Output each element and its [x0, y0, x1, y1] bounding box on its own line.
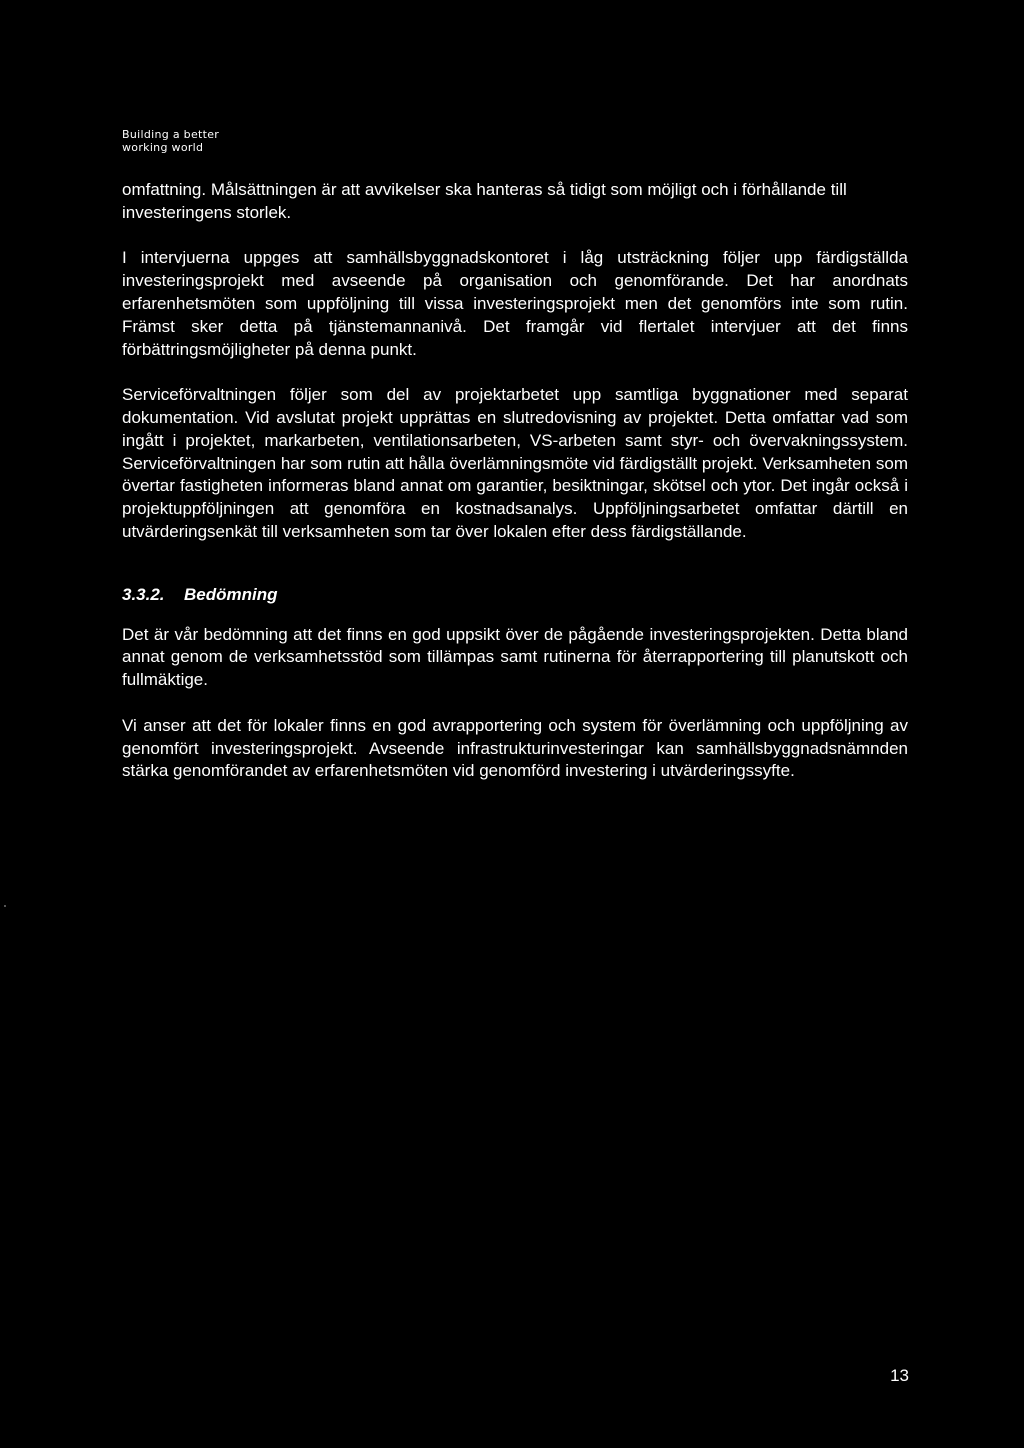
page-number: 13: [890, 1366, 909, 1385]
paragraph: omfattning. Målsättningen är att avvikelser ska hanteras så tidigt som möjligt och i förhållande till investeringens storlek.: [122, 180, 847, 222]
section-heading: [122, 584, 908, 607]
section-title: Bedömning: [184, 584, 278, 604]
document-body: [122, 179, 908, 806]
brand-tagline-line2: working world: [122, 141, 204, 154]
paragraph: I intervjuerna uppges att samhällsbyggnadskontoret i låg utsträckning följer upp färdigställda investeringsprojekt med avseende på organisation och genomförande. Det har anordnats erfarenhetsmöten som uppföljning till vissa investeringsprojekt men det genomförs inte som rutin. Främst sker detta på tjänstemannanivå. Det framgår vid flertalet intervjuer att det finns förbättringsmöjligheter på denna punkt.: [122, 248, 908, 359]
brand-tagline-line1: Building a better: [122, 128, 220, 141]
scan-speck: [4, 905, 6, 907]
paragraph: Det är vår bedömning att det finns en god uppsikt över de pågående investeringsprojekten. Detta bland annat genom de verksamhetsstöd som tillämpas samt rutinerna för återrapportering till planutskott och fullmäktige.: [122, 624, 908, 690]
section-number: 3.3.2.: [122, 584, 165, 604]
paragraph: Vi anser att det för lokaler finns en god avrapportering och system för överlämning och uppföljning av genomfört investeringsprojekt. Avseende infrastrukturinvesteringar kan samhällsbyggnadsnämnden stärka genomförandet av erfarenhetsmöten vid genomförd investering i utvärderingssyfte.: [122, 715, 908, 781]
brand-tagline: [122, 128, 219, 154]
paragraph: Serviceförvaltningen följer som del av projektarbetet upp samtliga byggnationer med separat dokumentation. Vid avslutat projekt upprättas en slutredovisning av projektet. Detta omfattar vad som ingått i projektet, markarbeten, ventilationsarbeten, VS-arbeten samt styr- och övervakningssystem. Serviceförvaltningen har som rutin att hålla överlämningsmöte vid färdigställt projekt. Verksamheten som övertar fastigheten informeras bland annat om garantier, besiktningar, skötsel och ytor. Det ingår också i projektuppföljningen att genomföra en kostnadsanalys. Uppföljningsarbetet omfattar därtill en utvärderingsenkät till verksamheten som tar över lokalen efter dess färdigställande.: [122, 385, 908, 541]
